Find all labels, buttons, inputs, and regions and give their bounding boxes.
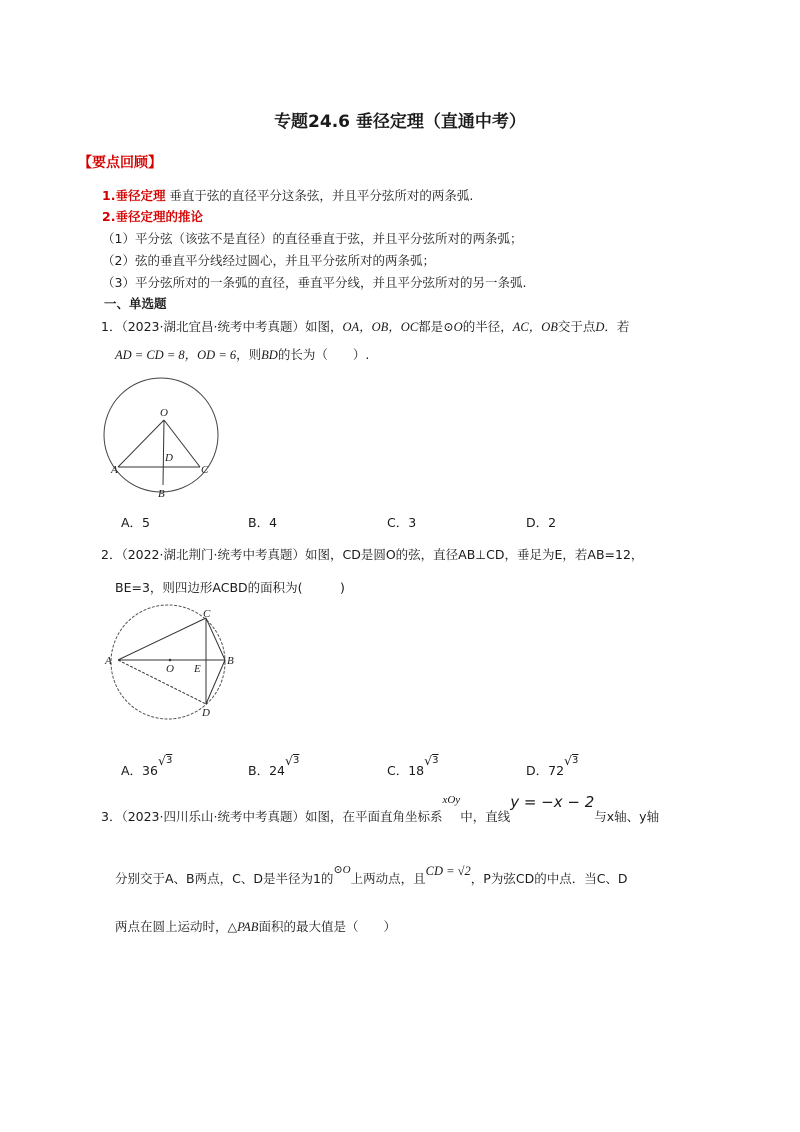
q1-text-a: 都是 [418, 319, 444, 334]
q2-label-c: C [203, 608, 211, 620]
q2-label-b: B [227, 655, 234, 667]
page-title: 专题24.6 垂径定理（直通中考） [274, 112, 526, 132]
q3-line1 [101, 793, 660, 825]
q2-option-b-label: B．24 [248, 763, 285, 778]
sqrt-icon: √ [424, 753, 433, 768]
q1-text-e: ，则 [236, 347, 262, 362]
q2-option-a-root: 3 [165, 755, 173, 766]
q1-option-a: A．5 [121, 515, 151, 530]
q3-line3 [115, 917, 396, 935]
q2-label-e: E [194, 663, 201, 675]
q2-option-c-root: 3 [432, 755, 439, 766]
q3-line2 [115, 864, 628, 887]
q1-radii: OA，OB，OC [342, 320, 419, 334]
q1-given: AD = CD = 8，OD = 6 [115, 348, 237, 362]
q1-text-d: ．若 [604, 319, 630, 334]
q1-lines: AC，OB [512, 320, 558, 334]
q1-label-o: O [160, 407, 168, 419]
q3-cd: CD = √2 [425, 864, 471, 878]
q3-text-3: 与x轴、y轴 [594, 809, 660, 824]
q1-option-b: B．4 [248, 515, 278, 530]
q3-text-6: ，P为弦CD的中点．当C、D [470, 871, 628, 886]
q3-triangle: △PAB [227, 920, 259, 934]
review-heading: 【要点回顾】 [78, 155, 162, 171]
q2-option-c-label: C．18 [387, 763, 425, 778]
theorem-label: 1.垂径定理 [102, 188, 166, 203]
theorem-line [102, 186, 473, 204]
q1-text-f: 的长为（ ）. [277, 347, 370, 362]
q1-label-d: D [165, 452, 173, 464]
sqrt-icon: √ [564, 753, 572, 768]
sqrt-icon: √ [157, 753, 166, 768]
q1-figure [100, 375, 230, 500]
q2-text-1: （2022·湖北荆门·统考中考真题）如图，CD是圆O的弦，直径AB⊥CD，垂足为E，若AB=12， [121, 547, 644, 562]
q1-number: 1． [101, 319, 122, 334]
q1-label-a: A [111, 464, 118, 476]
q1-text-c: 交于点 [557, 319, 596, 334]
q2-option-a-label: A．36 [121, 763, 158, 778]
q1-option-c: C．3 [387, 515, 417, 530]
corollary-item-2: （2）弦的垂直平分线经过圆心，并且平分弦所对的两条弧； [102, 253, 435, 268]
q3-xoy: xOy [442, 794, 461, 806]
q1-text-b: 的半径， [462, 319, 513, 334]
q1-label-c: C [201, 464, 209, 476]
q1-line1 [101, 317, 629, 335]
q1-option-d: D．2 [526, 515, 557, 530]
q1-bd: BD [261, 348, 278, 362]
q2-label-o: O [166, 663, 174, 675]
corollary-item-1: （1）平分弦（该弦不是直径）的直径垂直于弦，并且平分弦所对的两条弧； [102, 231, 523, 246]
q2-figure [100, 600, 245, 725]
q3-equation: y = −x − 2 [510, 793, 595, 811]
q2-number: 2． [101, 547, 122, 562]
q3-number: 3． [101, 809, 122, 824]
q3-text-5: 上两动点，且 [350, 871, 426, 886]
q1-label-b: B [158, 488, 165, 500]
q1-line2 [115, 345, 369, 363]
q3-text-7: 两点在圆上运动时， [115, 919, 228, 934]
q3-text-1: （2023·四川乐山·统考中考真题）如图，在平面直角坐标系 [121, 809, 443, 824]
corollary-item-3: （3）平分弦所对的一条弧的直径，垂直平分线，并且平分弦所对的另一条弧. [102, 275, 527, 290]
q1-source: （2023·湖北宜昌·统考中考真题）如图， [121, 319, 343, 334]
q2-option-d-root: 3 [572, 755, 579, 766]
q3-text-8: 面积的最大值是（ ） [258, 919, 396, 934]
q2-line2: BE=3，则四边形ACBD的面积为( ) [115, 580, 345, 595]
q2-label-a: A [105, 655, 112, 667]
section-heading: 一、单选题 [104, 296, 167, 311]
q2-line1 [101, 545, 643, 563]
q1-point: D [595, 320, 605, 334]
q2-label-d: D [202, 707, 210, 719]
q3-text-2: 中，直线 [460, 809, 511, 824]
q3-circle: ⊙O [333, 864, 351, 876]
q1-circle: ⊙O [443, 320, 463, 334]
q2-option-d [526, 753, 578, 779]
q3-text-4: 分别交于A、B两点，C、D是半径为1的 [115, 871, 334, 886]
q2-option-b [248, 753, 299, 779]
theorem-text: 垂直于弦的直径平分这条弦，并且平分弦所对的两条弧. [165, 188, 474, 203]
corollary-label: 2.垂径定理的推论 [102, 209, 203, 224]
q2-option-b-root: 3 [292, 755, 300, 766]
sqrt-icon: √ [284, 753, 293, 768]
q2-option-a [121, 753, 172, 779]
q2-option-c [387, 753, 438, 779]
q2-option-d-label: D．72 [526, 763, 565, 778]
